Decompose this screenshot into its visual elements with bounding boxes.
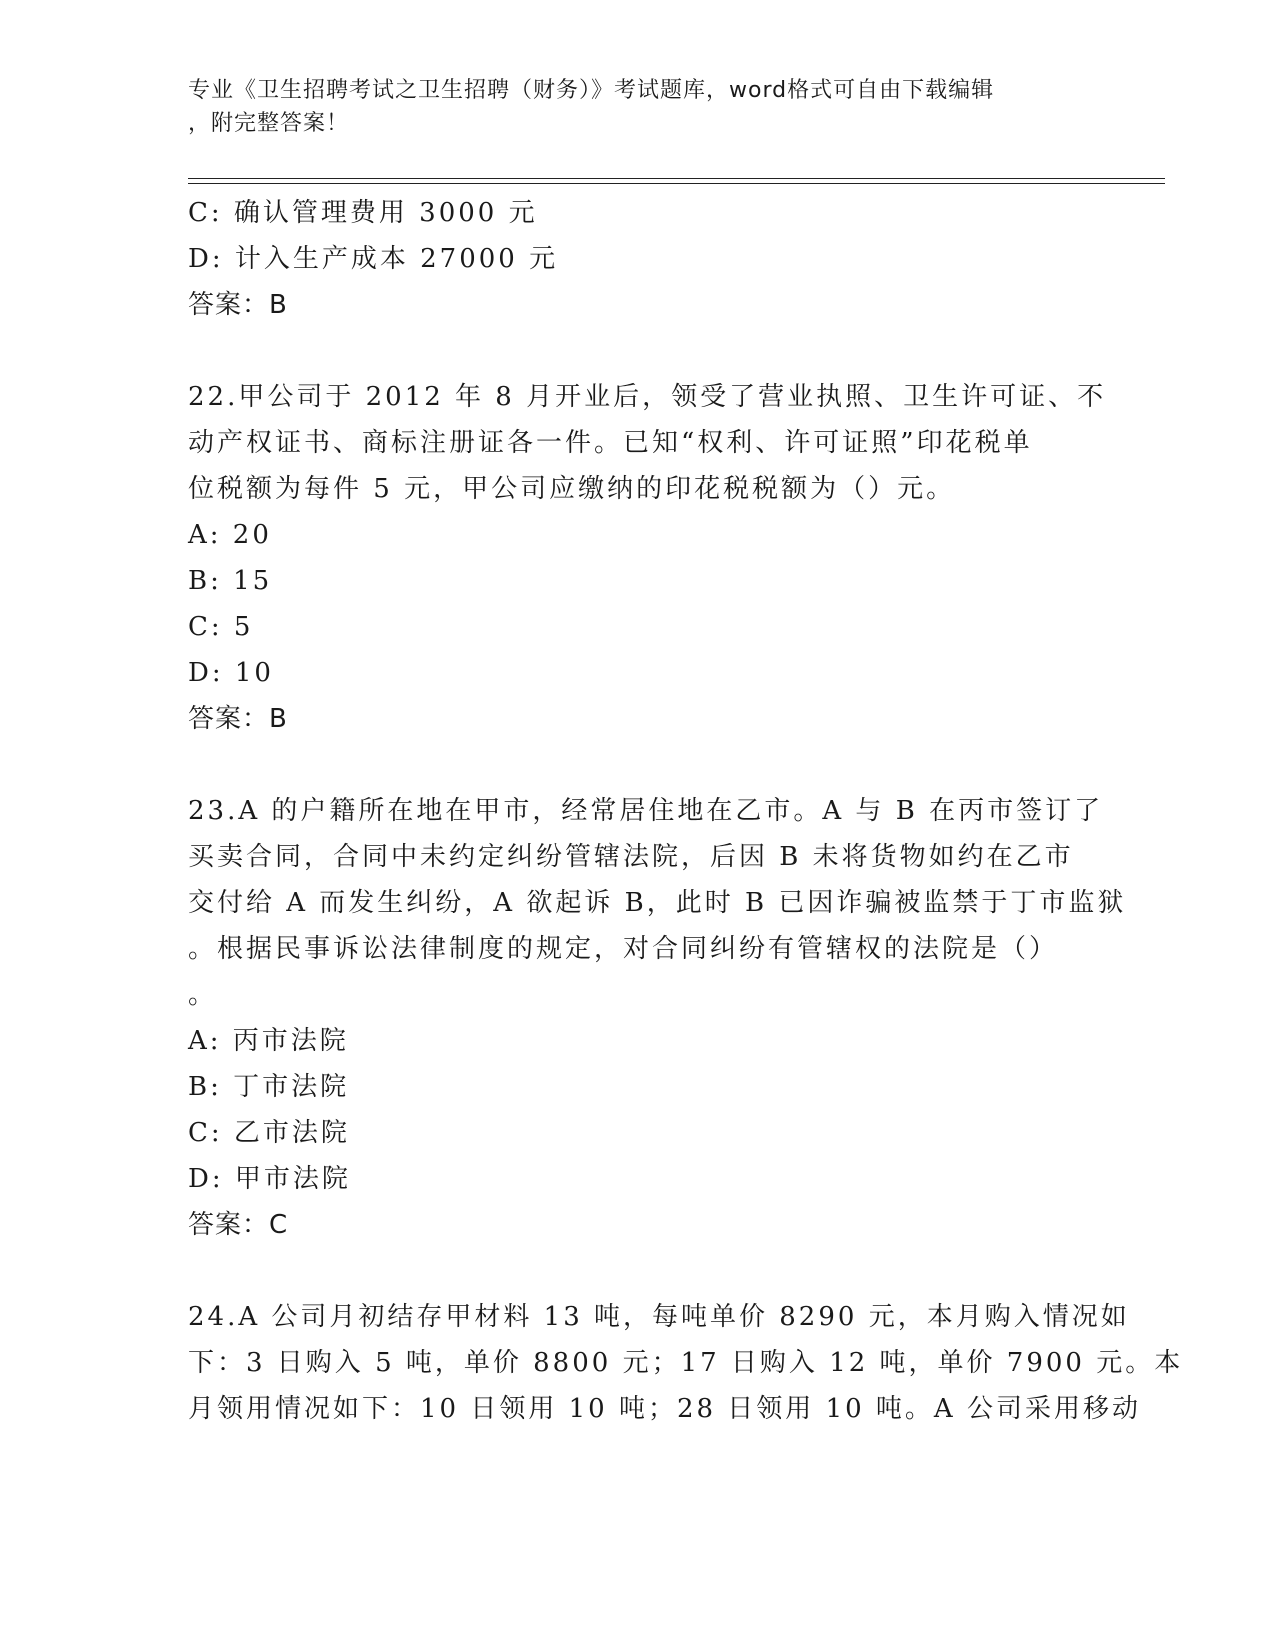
question-23	[188, 788, 1127, 1248]
question-stem-line: 买卖合同，合同中未约定纠纷管辖法院，后因 B 未将货物如约在乙市	[188, 842, 1074, 872]
option-c: C: 5	[188, 612, 254, 642]
option-a: A: 20	[188, 520, 272, 550]
question-stem-line: 月领用情况如下：10 日领用 10 吨；28 日领用 10 吨。A 公司采用移动	[188, 1394, 1141, 1424]
question-stem-line: 动产权证书、商标注册证各一件。已知“权利、许可证照”印花税单	[188, 428, 1033, 458]
option-d: D: 10	[188, 658, 274, 688]
question-24	[188, 1294, 1184, 1432]
answer-line: 答案：C	[188, 1210, 289, 1240]
question-stem-line: 。	[188, 980, 218, 1010]
option-b: B: 丁市法院	[188, 1072, 350, 1102]
header-rule-top	[188, 178, 1165, 179]
question-stem-line: 。根据民事诉讼法律制度的规定，对合同纠纷有管辖权的法院是（）	[188, 934, 1059, 964]
question-stem-line: 24.A 公司月初结存甲材料 13 吨，每吨单价 8290 元，本月购入情况如	[188, 1302, 1130, 1332]
document-body	[188, 190, 1184, 1432]
header-line-2: ，附完整答案！	[188, 111, 350, 136]
question-stem-line: 位税额为每件 5 元，甲公司应缴纳的印花税税额为（）元。	[188, 474, 956, 504]
option-c: C: 乙市法院	[188, 1118, 350, 1148]
header-line-1: 专业《卫生招聘考试之卫生招聘（财务）》考试题库，word格式可自由下载编辑	[188, 78, 995, 103]
option-c: C: 确认管理费用 3000 元	[188, 198, 538, 228]
question-stem-line: 下：3 日购入 5 吨，单价 8800 元；17 日购入 12 吨，单价 7900 元。本	[188, 1348, 1184, 1378]
answer-line: 答案：B	[188, 290, 288, 320]
document-header	[188, 74, 1088, 140]
question-stem-line: 23.A 的户籍所在地在甲市，经常居住地在乙市。A 与 B 在丙市签订了	[188, 796, 1104, 826]
option-d: D: 甲市法院	[188, 1164, 351, 1194]
question-22	[188, 374, 1107, 742]
option-b: B: 15	[188, 566, 273, 596]
option-a: A: 丙市法院	[188, 1026, 349, 1056]
answer-line: 答案：B	[188, 704, 288, 734]
question-stem-line: 交付给 A 而发生纠纷，A 欲起诉 B，此时 B 已因诈骗被监禁于丁市监狱	[188, 888, 1127, 918]
header-rule-bottom	[188, 183, 1165, 184]
question-stem-line: 22.甲公司于 2012 年 8 月开业后，领受了营业执照、卫生许可证、不	[188, 382, 1107, 412]
option-d: D: 计入生产成本 27000 元	[188, 244, 559, 274]
